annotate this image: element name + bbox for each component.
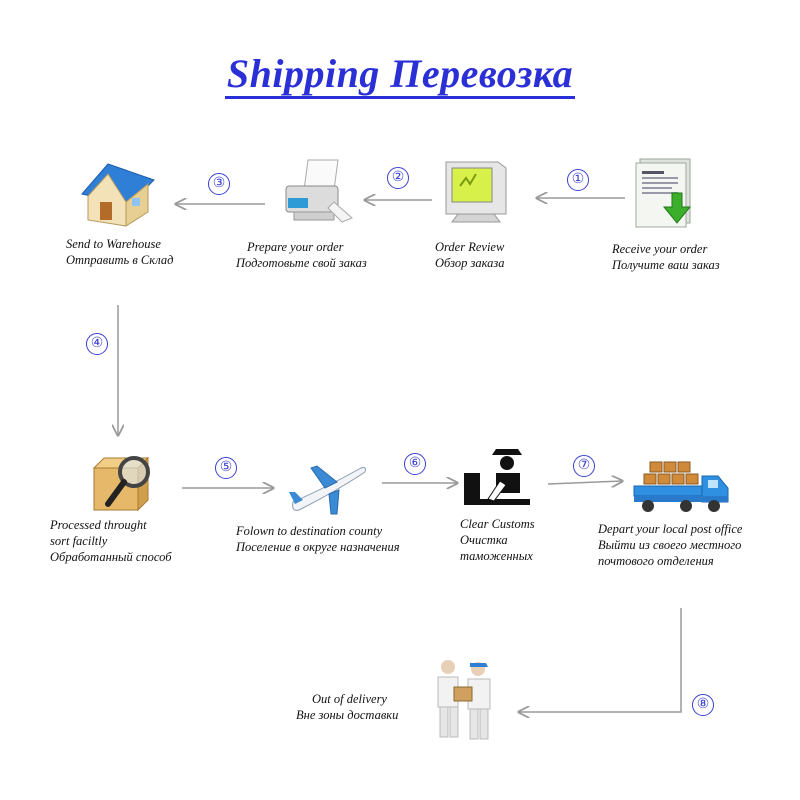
step-label-receive: Receive your order Получите ваш заказ xyxy=(612,242,720,272)
delivery-truck-icon xyxy=(630,456,735,520)
step-number-3: ③ xyxy=(208,173,230,195)
step-number-2: ② xyxy=(387,167,409,189)
step-number-1: ① xyxy=(567,169,589,191)
step-label-delivery: Out of delivery Вне зоны доставки xyxy=(296,692,399,722)
document-download-icon xyxy=(632,155,712,239)
step-number-6: ⑥ xyxy=(404,453,426,475)
arrow-8 xyxy=(519,608,681,712)
step-label-review: Order Review Обзор заказа xyxy=(435,240,505,270)
step-label-depart: Depart your local post office Выйти из своего местного почтового отделения xyxy=(598,522,743,568)
courier-handover-icon xyxy=(428,655,503,747)
step-label-follow: Folown to destination county Поселение в округе назначения xyxy=(236,524,400,554)
computer-monitor-icon xyxy=(440,158,515,232)
step-number-5: ⑤ xyxy=(215,457,237,479)
page-title: Shipping Перевозка xyxy=(0,50,800,97)
house-icon xyxy=(78,158,158,237)
step-number-8: ⑧ xyxy=(692,694,714,716)
printer-icon xyxy=(278,158,358,232)
step-label-processed: Processed throught sort faciltly Обработанный способ xyxy=(50,518,172,564)
box-magnifier-icon xyxy=(88,452,163,521)
arrow-7 xyxy=(548,481,622,484)
step-number-4: ④ xyxy=(86,333,108,355)
customs-officer-icon xyxy=(460,443,540,517)
step-label-prepare: Prepare your order Подготовьте свой заказ xyxy=(236,240,367,270)
step-label-warehouse: Send to Warehouse Отправить в Склад xyxy=(66,237,174,267)
step-label-customs: Clear Customs Очистка таможенных xyxy=(460,517,535,563)
airplane-icon xyxy=(285,458,370,522)
step-number-7: ⑦ xyxy=(573,455,595,477)
